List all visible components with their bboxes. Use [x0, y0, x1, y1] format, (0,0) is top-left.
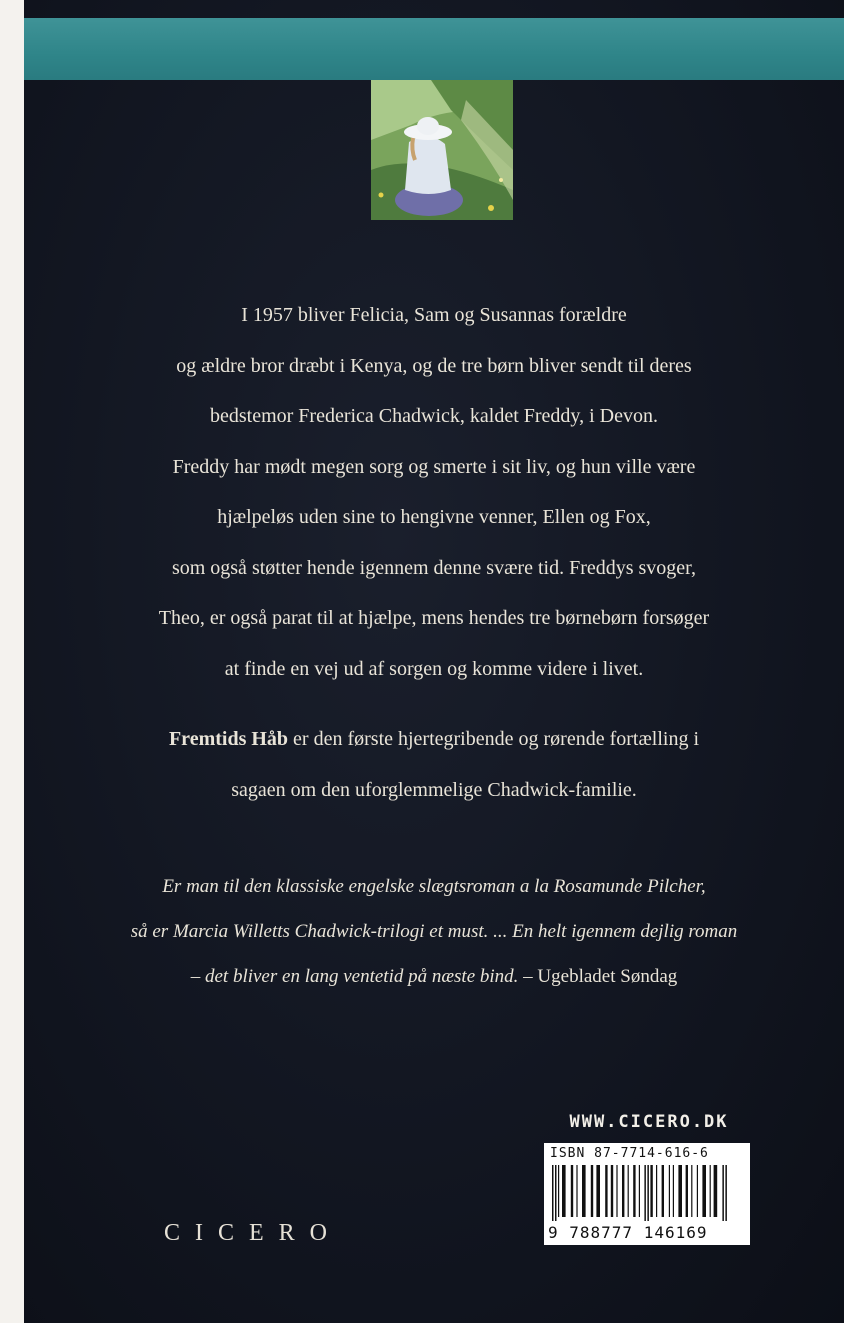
barcode-bar [722, 1165, 724, 1221]
barcode-bar [571, 1165, 573, 1217]
barcode-bar [650, 1165, 652, 1217]
barcode-bar [552, 1165, 554, 1221]
blurb-text [54, 290, 814, 815]
barcode-bar [702, 1165, 706, 1217]
barcode-bar [644, 1165, 646, 1221]
barcode-bar [611, 1165, 613, 1217]
quote-source: – Ugebladet Søndag [518, 966, 678, 987]
barcode-bar [697, 1165, 698, 1217]
barcode-bar [633, 1165, 635, 1217]
blurb-paragraph2-line1 [54, 714, 814, 765]
blurb-line: Theo, er også parat til at hjælpe, mens hendes tre børnebørn forsøger [158, 607, 710, 629]
barcode-bar [647, 1165, 649, 1221]
publisher-name: CICERO [164, 1220, 343, 1246]
blurb-text-rest: er den første hjertegribende og rørende fortælling i [288, 728, 700, 750]
barcode-bar [662, 1165, 664, 1217]
barcode-bar [673, 1165, 674, 1217]
barcode-bar [576, 1165, 577, 1217]
barcode-bar [616, 1165, 617, 1217]
barcode-graphic [550, 1165, 744, 1221]
book-title: Fremtids Håb [168, 728, 289, 750]
barcode-bar [555, 1165, 557, 1221]
barcode-bar [686, 1165, 688, 1217]
cover-painting-image [371, 80, 513, 220]
blurb-line: Freddy har mødt megen sorg og smerte i sit liv, og hun ville være [172, 455, 696, 478]
teal-top-band [24, 18, 844, 80]
blurb-line: bedstemor Frederica Chadwick, kaldet Freddy, i Devon. [209, 405, 659, 427]
blurb-line: I 1957 bliver Felicia, Sam og Susannas forældre [241, 304, 627, 326]
quote-line: så er Marcia Willetts Chadwick-trilogi et must. ... En helt igennem dejlig roman [130, 921, 738, 942]
barcode-bar [710, 1165, 711, 1217]
barcode-bar [725, 1165, 727, 1221]
blurb-paragraph2-line2: sagaen om den uforglemmelige Chadwick-familie. [231, 778, 637, 801]
publisher-website: WWW.CICERO.DK [569, 1112, 729, 1132]
barcode-bar [639, 1165, 640, 1217]
quote-line: Er man til den klassiske engelske slægtsroman a la Rosamunde Pilcher, [162, 876, 706, 897]
isbn-number: ISBN 87-7714-616-6 [550, 1146, 709, 1161]
barcode-bar [562, 1165, 566, 1217]
blurb-line: som også støtter hende igennem denne svære tid. Freddys svoger, [171, 556, 697, 579]
barcode-bar [582, 1165, 586, 1217]
barcode-bar [691, 1165, 692, 1217]
barcode-bar [622, 1165, 624, 1217]
barcode-bar [628, 1165, 629, 1217]
book-back-cover [24, 0, 844, 1323]
quote-line: – det bliver en lang ventetid på næste bind. [190, 966, 519, 987]
barcode-bar [591, 1165, 593, 1217]
barcode-bar [605, 1165, 607, 1217]
blurb-line: at finde en vej ud af sorgen og komme videre i livet. [224, 657, 644, 680]
review-quote [54, 864, 814, 999]
barcode-bar [558, 1165, 559, 1217]
isbn-barcode [544, 1143, 750, 1245]
barcode-bar [669, 1165, 670, 1217]
barcode-bar [714, 1165, 718, 1217]
blurb-line: hjælpeløs uden sine to hengivne venner, Ellen og Fox, [217, 506, 651, 528]
barcode-bar [596, 1165, 600, 1217]
ean-number: 9 788777 146169 [548, 1223, 708, 1242]
barcode-bar [678, 1165, 682, 1217]
blurb-line: og ældre bror dræbt i Kenya, og de tre børn bliver sendt til deres [176, 354, 692, 377]
barcode-bar [656, 1165, 657, 1217]
